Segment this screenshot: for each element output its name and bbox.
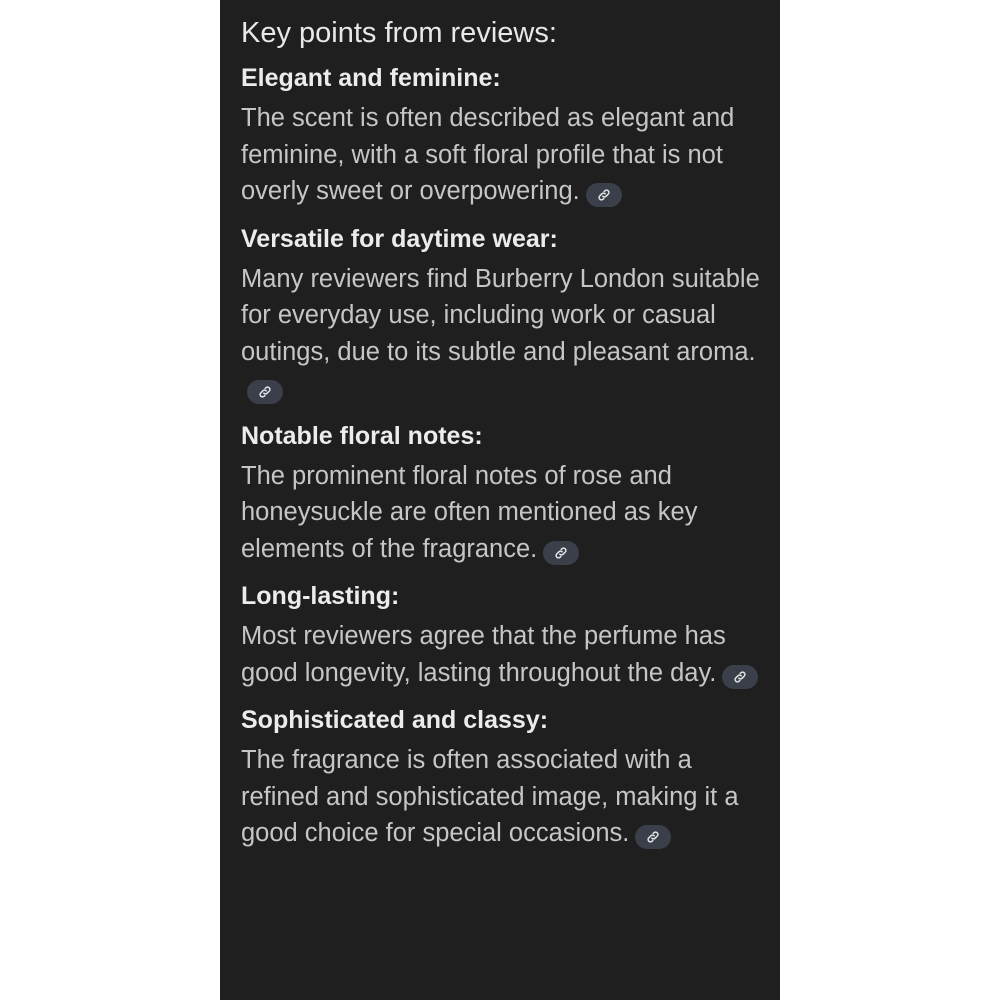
key-point-3 (241, 420, 760, 568)
link-icon (554, 546, 568, 560)
link-icon (733, 670, 747, 684)
section-heading: Key points from reviews: (241, 17, 557, 49)
key-point-text: The fragrance is often associated with a refined and sophisticated image, making it a good choice for special occasions. (241, 746, 739, 847)
key-point-2 (241, 223, 760, 407)
key-point-title: Sophisticated and classy: (241, 706, 549, 734)
source-link-button[interactable] (247, 380, 283, 404)
key-point-text: Most reviewers agree that the perfume has good longevity, lasting throughout the day. (241, 622, 726, 687)
key-point-body (241, 458, 760, 568)
source-link-button[interactable] (543, 541, 579, 565)
key-point-title: Versatile for daytime wear: (241, 224, 558, 253)
key-point-title: Notable floral notes: (241, 421, 483, 450)
key-point-text: The prominent floral notes of rose and honeysuckle are often mentioned as key elements of the fragrance. (241, 461, 698, 563)
key-point-5 (241, 704, 760, 852)
key-point-body (241, 261, 760, 407)
key-point-title: Elegant and feminine: (241, 64, 501, 92)
key-point-1 (241, 62, 760, 210)
key-point-body (241, 100, 760, 210)
key-point-4 (241, 580, 760, 691)
source-link-button[interactable] (635, 825, 671, 849)
review-summary-panel (220, 0, 780, 1000)
key-point-text: The scent is often described as elegant and feminine, with a soft floral profile that is not overly sweet or overpowering. (241, 104, 735, 205)
key-point-body (241, 618, 760, 691)
link-icon (258, 385, 272, 399)
source-link-button[interactable] (586, 183, 622, 207)
key-point-text: Many reviewers find Burberry London suitable for everyday use, including work or casual outings, due to its subtle and pleasant aroma. (241, 264, 760, 366)
source-link-button[interactable] (722, 665, 758, 689)
link-icon (597, 188, 611, 202)
link-icon (646, 830, 660, 844)
key-point-title: Long-lasting: (241, 582, 400, 610)
key-point-body (241, 742, 760, 852)
